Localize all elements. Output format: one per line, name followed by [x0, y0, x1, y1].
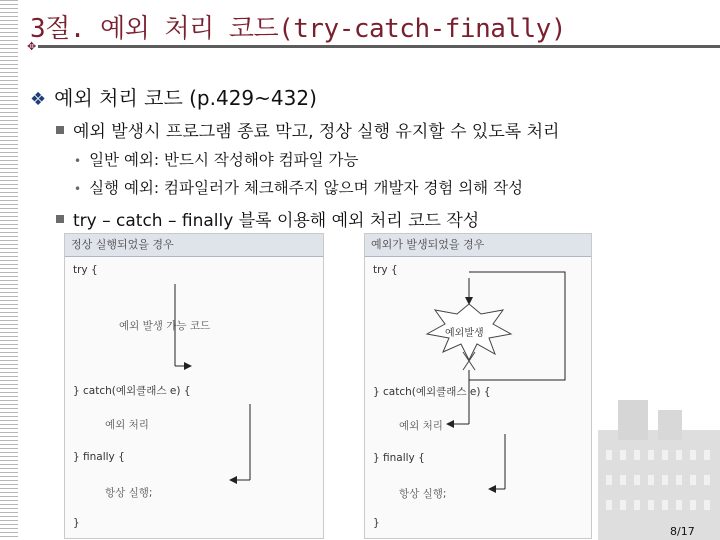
exception-flow-panel: [364, 233, 592, 539]
diamond-bullet-icon: ❖: [30, 89, 47, 110]
square-bullet-icon: [56, 215, 64, 223]
page-number: 8/17: [670, 525, 695, 538]
building-watermark-image: [598, 400, 720, 540]
bullet-sub-1-text: 예외 발생시 프로그램 종료 막고, 정상 실행 유지할 수 있도록 처리: [73, 122, 560, 142]
exception-flow-heading: 예외가 발생되었을 경우: [365, 234, 591, 257]
finally-body: 항상 실행;: [105, 487, 153, 499]
bullet-sub-1-item-1-text: 일반 예외: 반드시 작성해야 컴파일 가능: [89, 151, 359, 169]
bullet-main-text: 예외 처리 코드 (p.429~432): [54, 86, 317, 110]
close-brace: }: [373, 517, 380, 529]
bullet-sub-2-text: try – catch – finally 블록 이용해 예외 처리 코드 작성: [73, 211, 480, 231]
title-divider: [38, 45, 720, 48]
left-stripe-decoration: [0, 0, 18, 540]
normal-flow-arrows: [65, 234, 323, 538]
try-open: try {: [373, 264, 398, 276]
dot-bullet-icon: •: [74, 154, 82, 168]
catch-body: 예외 처리: [399, 420, 443, 432]
finally-body: 항상 실행;: [399, 488, 447, 500]
catch-line: } catch(예외클래스 e) {: [373, 386, 491, 398]
try-open: try {: [73, 264, 98, 276]
normal-flow-heading: 정상 실행되었을 경우: [65, 234, 323, 257]
finally-line: } finally {: [373, 452, 425, 464]
bullet-sub-1-item-2: [74, 176, 523, 198]
bullet-sub-1-item-2-text: 실행 예외: 컴파일러가 체크해주지 않으며 개발자 경험 의해 작성: [89, 179, 524, 197]
catch-line: } catch(예외클래스 e) {: [73, 385, 191, 397]
bullet-sub-2: [56, 206, 479, 231]
bullet-sub-1-item-1: [74, 148, 359, 170]
diamond-bullet-icon: ✥: [27, 40, 37, 53]
finally-line: } finally {: [73, 451, 125, 463]
normal-flow-panel: [64, 233, 324, 539]
bullet-sub-1: [56, 117, 559, 142]
square-bullet-icon: [56, 126, 64, 134]
close-brace: }: [73, 517, 80, 529]
exception-label: 예외발생: [445, 328, 484, 339]
catch-body: 예외 처리: [105, 419, 149, 431]
dot-bullet-icon: •: [74, 182, 82, 196]
risky-code-label: 예외 발생 가능 코드: [119, 320, 211, 332]
bullet-main: [30, 82, 317, 111]
slide-title: 3절. 예외 처리 코드(try-catch-finally): [30, 14, 566, 44]
